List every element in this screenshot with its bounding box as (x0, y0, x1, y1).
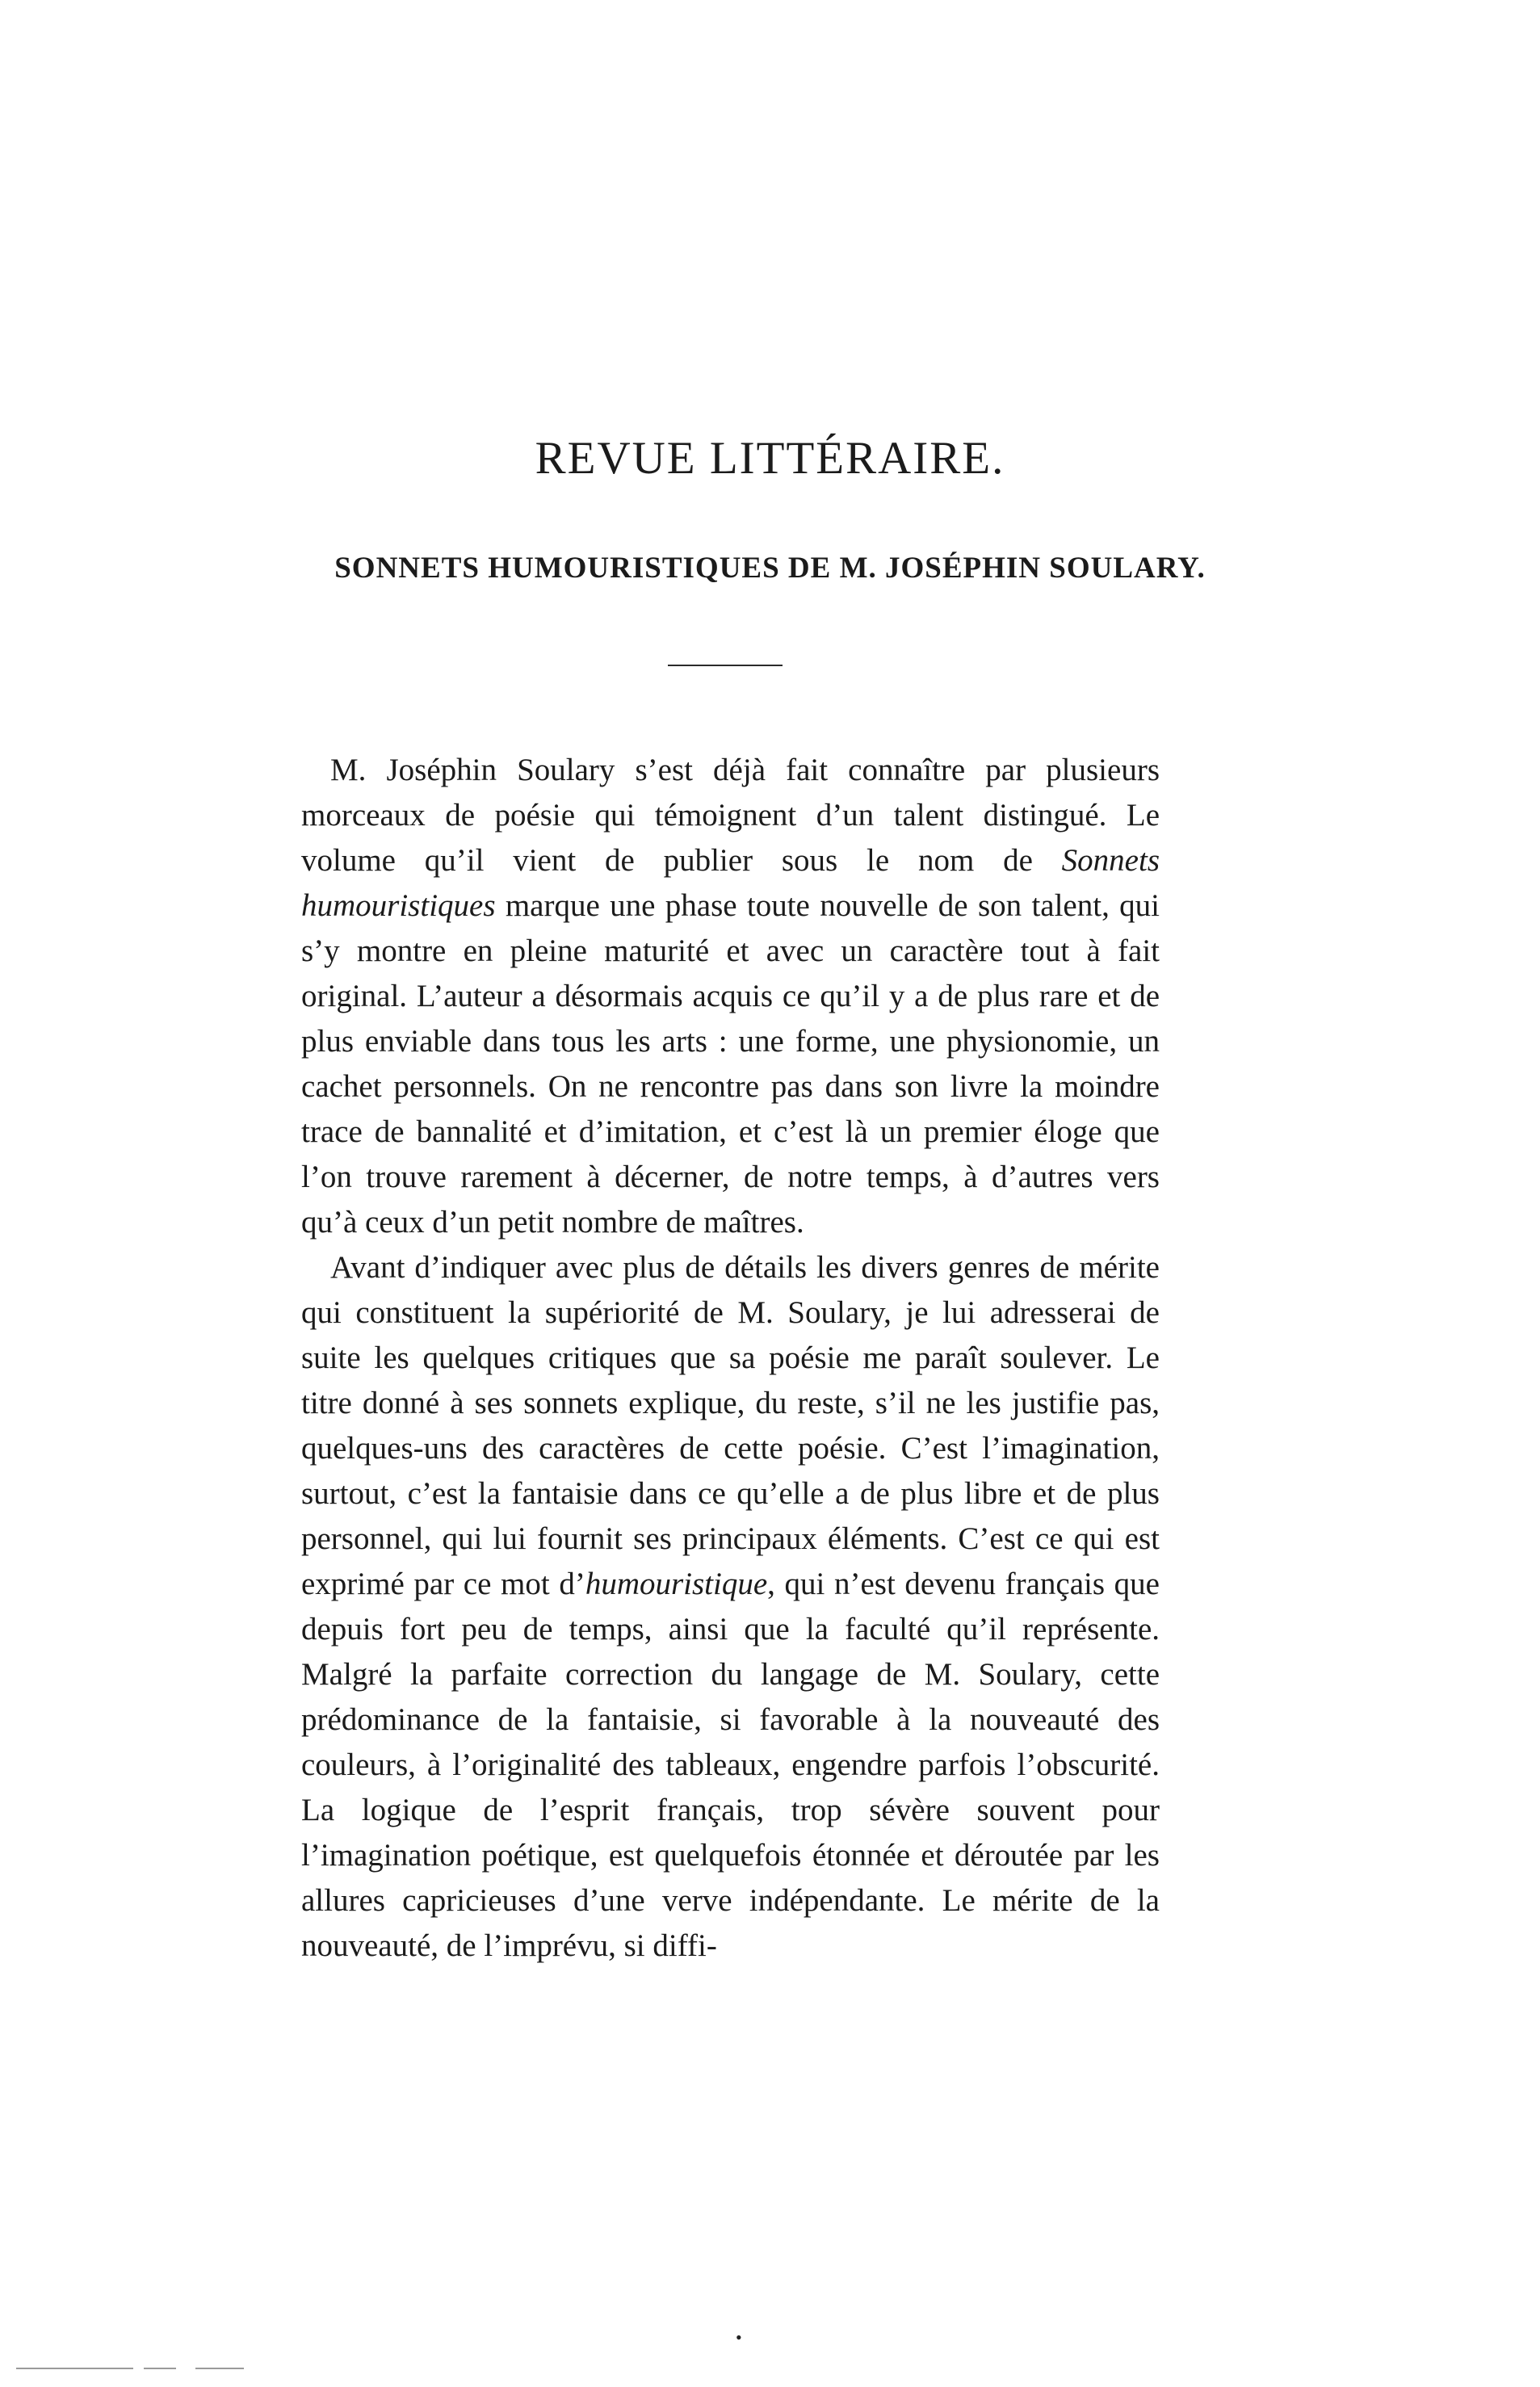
article-subtitle: SONNETS HUMOURISTIQUES DE M. JOSÉPHIN SOULARY. (334, 552, 1206, 585)
paragraph (301, 748, 1160, 1245)
paragraph-text: M. Joséphin Soulary s’est déjà fait connaître par plusieurs morceaux de poésie qui témoignent d’un talent distingué. Le volume qu’il vient de publier sous le nom de (301, 753, 1160, 878)
emphasized-word: humouristique (585, 1567, 768, 1601)
scan-edge-lines (16, 2368, 275, 2371)
article-body (301, 748, 1160, 1969)
footer-signature-mark: • (736, 2327, 742, 2347)
paragraph-text: Avant d’indiquer avec plus de détails les divers genres de mérite qui constituent la supériorité de M. Soulary, je lui adresserai de suite les quelques critiques que sa poésie me paraît soulever. Le titre donné à ses sonnets explique, du reste, s’il ne les justifie pas, quelques-uns des caractères de cette poésie. C’est l’imagination, surtout, c’est la fantaisie dans ce qu’elle a de plus libre et de plus personnel, qui lui fournit ses principaux éléments. C’est ce qui est exprimé par ce mot d’ (301, 1250, 1160, 1601)
paragraph-text: marque une phase toute nouvelle de son talent, qui s’y montre en pleine maturité et avec un caractère tout à fait original. L’auteur a désormais acquis ce qu’il y a de plus rare et de plus enviable dans tous les arts : une forme, une physionomie, un cachet personnels. On ne rencontre pas dans son livre la moindre trace de bannalité et d’imitation, et c’est là un premier éloge que l’on trouve rarement à décerner, de notre temps, à d’autres vers qu’à ceux d’un petit nombre de maîtres. (301, 888, 1160, 1240)
book-title: Sonnets humouristiques (301, 843, 1160, 923)
paragraph (301, 1245, 1160, 1969)
title-divider (668, 665, 783, 666)
paragraph-text: , qui n’est devenu français que depuis fort peu de temps, ainsi que la faculté qu’il représente. Malgré la parfaite correction du langage de M. Soulary, cette prédominance de la fantaisie, si favorable à la nouveauté des couleurs, à l’originalité des tableaux, engendre parfois l’obscurité. La logique de l’esprit français, trop sévère souvent pour l’imagination poétique, est quelquefois étonnée et déroutée par les allures capricieuses d’une verve indépendante. Le mérite de la nouveauté, de l’imprévu, si diffi- (301, 1567, 1160, 1963)
page-title: REVUE LITTÉRAIRE. (535, 433, 1005, 484)
